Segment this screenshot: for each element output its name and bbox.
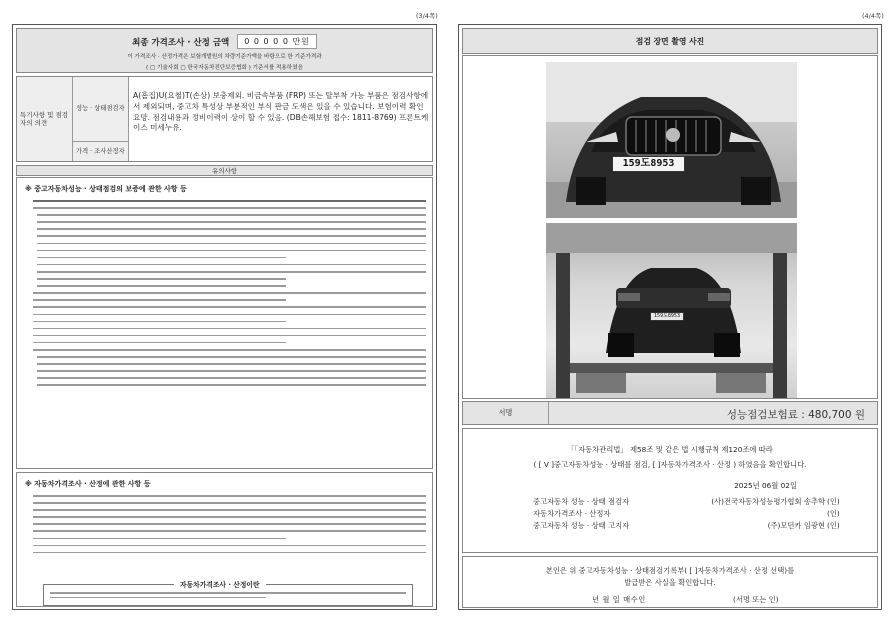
inspector-label: 성능 · 상태점검자: [73, 77, 129, 142]
notes-header: 유의사항: [16, 165, 433, 176]
signer-seal-appraiser: (인): [827, 509, 840, 518]
front-license-plate: 159도8953: [612, 156, 685, 172]
confirmation-law-text: 「「자동차관리법」 제58조 및 같은 법 시행규칙 제120조에 따라: [567, 445, 773, 454]
signer-seal-notifier: (인): [827, 521, 840, 530]
inspector-opinion: A(흠집)U(요철)T(손상) 보충제외. 비금속부품 (FRP) 또는 탈부착 가능 부품은 점검사항에서 제외되며, 중고차 특성상 부분적인 부식 판금 도색은 있을 수 있습니다. 보험이력 확인요망. 점검내용과 정비이력이 상이 할 수 있음. (DB손해보험 접수: 1811-8769) 프론트케이스 미세누유.: [133, 91, 429, 133]
special-notes-label: 특기사항 및 점검자의 의견: [17, 77, 73, 161]
signer-name-inspector: (사)전국자동차성능평가협회 송추학: [711, 497, 825, 506]
confirmation-date: 2025년 06월 02일: [734, 481, 797, 490]
front-photo: [546, 62, 797, 218]
final-price-options: ( ▢ 기술사회 ▢ 한국자동차진단보증협회 ) 기준서를 적용하였음: [145, 65, 304, 71]
rear-photo: [546, 223, 797, 398]
warranty-notes: [16, 177, 433, 469]
signature-label: 서명: [463, 402, 549, 424]
definition-box: [43, 581, 413, 606]
inspection-insurance-fee: 성능점검보험료 : 480,700 원: [726, 409, 865, 421]
confirmation-section: [462, 428, 878, 553]
front-car-image: [546, 62, 797, 218]
appraiser-opinion: [133, 144, 429, 162]
signer-seal-inspector: (인): [827, 497, 840, 506]
final-price-section: [16, 28, 433, 73]
signer-role-inspector: 중고자동차 성능 · 상태 점검자: [533, 497, 630, 506]
confirmation-statement: ( [ V ]중고자동차성능 · 상태를 점검, [ ]자동차가격조사 · 산정 ) 하였음을 확인합니다.: [533, 460, 807, 469]
warranty-section-title: ※ 중고자동차성능 · 상태점검의 보증에 관한 사항 등: [25, 185, 187, 193]
final-price-description: 이 가격조사 · 산정가격은 보험개발원의 차량기준가액을 바탕으로 한 기준가격과: [127, 54, 322, 60]
definition-title: 자동차가격조사 · 산정이란: [174, 579, 266, 589]
appraiser-label: 가격 · 조사산정자: [73, 142, 129, 162]
photo-header: 점검 장면 촬영 사진: [462, 28, 878, 54]
page-4: [458, 24, 882, 610]
final-price-title: 최종 가격조사 · 산정 금액: [132, 37, 230, 48]
final-price-amount: 0 0 0 0 0 만원: [237, 34, 317, 49]
buyer-signature-field[interactable]: (서명 또는 인): [733, 595, 779, 604]
pricing-notes: [16, 472, 433, 607]
buyer-statement-2: 발급받은 사실을 확인합니다.: [624, 578, 716, 587]
page-number-left: (3/4쪽): [416, 12, 438, 20]
buyer-confirmation: [462, 556, 878, 608]
signer-name-notifier: (주)모던카 임광현: [767, 521, 825, 530]
signature-fee-row: [462, 401, 878, 425]
buyer-statement: 본인은 위 중고자동차성능 · 상태점검기록부( [ ]자동차가격조사 · 산정 선택)를: [545, 566, 795, 575]
signer-role-appraiser: 자동차가격조사 · 산정자: [533, 509, 611, 518]
signer-role-notifier: 중고자동차 성능 · 상태 고지자: [533, 521, 630, 530]
pricing-section-title: ※ 자동차가격조사 · 산정에 관한 사항 등: [25, 480, 151, 488]
page-number-right: (4/4쪽): [862, 12, 884, 20]
page-3: [12, 24, 437, 610]
rear-car-lift-image: [546, 223, 797, 398]
special-notes-section: [16, 76, 433, 162]
rear-license-plate: 159도8953: [650, 312, 684, 321]
buyer-date-fields: 년 월 일 매수인: [592, 595, 646, 604]
inspection-photos: [462, 55, 878, 399]
